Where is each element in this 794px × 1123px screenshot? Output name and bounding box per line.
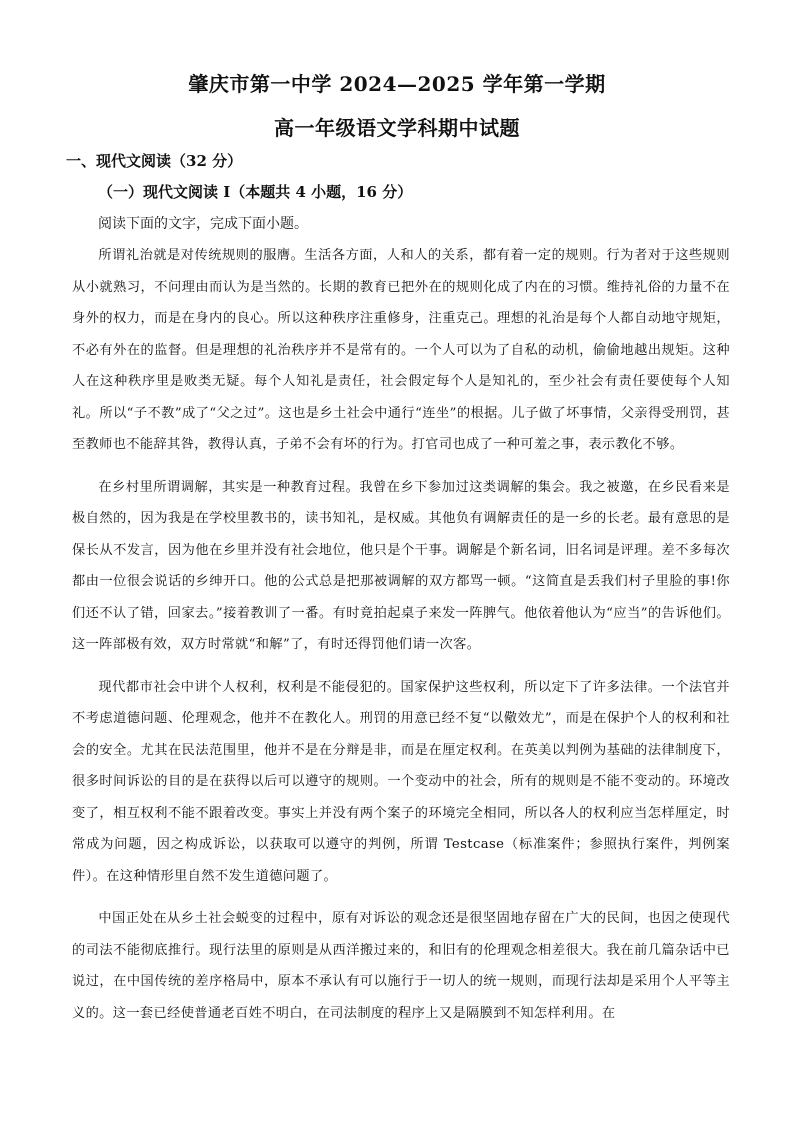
reading-passage <box>72 240 730 1040</box>
section-heading: 一、现代文阅读（32 分） <box>66 152 243 170</box>
exam-title-line1: 肇庆市第一中学 2024—2025 学年第一学期 <box>188 72 606 96</box>
passage-paragraph: 现代都市社会中讲个人权利，权利是不能侵犯的。国家保护这些权利，所以定下了许多法律。一个法官并不考虑道德问题、伦理观念，他并不在教化人。刑罚的用意已经不复“以儆效尤”，而是在保护个人的权利和社会的安全。尤其在民法范围里，他并不是在分辩是非，而是在厘定权利。在英美以判例为基础的法律制度下，很多时间诉讼的目的是在获得以后可以遵守的规则。一个变动中的社会，所有的规则是不能不变动的。环境改变了，相互权利不能不跟着改变。事实上并没有两个案子的环境完全相同，所以各人的权利应当怎样厘定，时常成为问题，因之构成诉讼，以获取可以遵守的判例，所谓 Testcase（标准案件；参照执行案件，判例案件）。在这种情形里自然不发生道德问题了。 <box>72 679 730 884</box>
passage-paragraph: 所谓礼治就是对传统规则的服膺。生活各方面，人和人的关系，都有着一定的规则。行为者对于这些规则从小就熟习，不问理由而认为是当然的。长期的教育已把外在的规则化成了内在的习惯。维持礼俗的力量不在身外的权力，而是在身内的良心。所以这种秩序注重修身，注重克己。理想的礼治是每个人都自动地守规矩，不必有外在的监督。但是理想的礼治秩序并不是常有的。一个人可以为了自私的动机，偷偷地越出规矩。这种人在这种秩序里是败类无疑。每个人知礼是责任，社会假定每个人是知礼的，至少社会有责任要使每个人知礼。所以“子不教”成了“父之过”。这也是乡土社会中通行“连坐”的根据。儿子做了坏事情，父亲得受刑罚，甚至教师也不能辞其咎，教得认真，子弟不会有坏的行为。打官司也成了一种可羞之事，表示教化不够。 <box>72 248 730 452</box>
passage-paragraph: 在乡村里所谓调解，其实是一种教育过程。我曾在乡下参加过这类调解的集会。我之被邀，在乡民看来是极自然的，因为我是在学校里教书的，读书知礼，是权威。其他负有调解责任的是一乡的长老。最有意思的是保长从不发言，因为他在乡里并没有社会地位，他只是个干事。调解是个新名词，旧名词是评理。差不多每次都由一位很会说话的乡绅开口。他的公式总是把那被调解的双方都骂一顿。“这简直是丢我们村子里脸的事!你们还不认了错，回家去。”接着教训了一番。有时竟拍起桌子来发一阵脾气。他依着他认为“应当”的告诉他们。这一阵部极有效，双方时常就“和解”了，有时还得罚他们请一次客。 <box>72 479 730 652</box>
exam-title-line2: 高一年级语文学科期中试题 <box>274 116 520 140</box>
subsection-heading: （一）现代文阅读 I（本题共 4 小题，16 分） <box>98 183 413 201</box>
passage-paragraph: 中国正处在从乡土社会蜕变的过程中，原有对诉讼的观念还是很坚固地存留在广大的民间，也因之使现代的司法不能彻底推行。现行法里的原则是从西洋搬过来的，和旧有的伦理观念相差很大。我在前几篇杂话中已说过，在中国传统的差序格局中，原本不承认有可以施行于一切人的统一规则，而现行法却是采用个人平等主义的。这一套已经使普通老百姓不明白，在司法制度的程序上又是隔膜到不知怎样利用。在 <box>72 911 730 1021</box>
reading-instruction: 阅读下面的文字，完成下面小题。 <box>98 216 308 232</box>
